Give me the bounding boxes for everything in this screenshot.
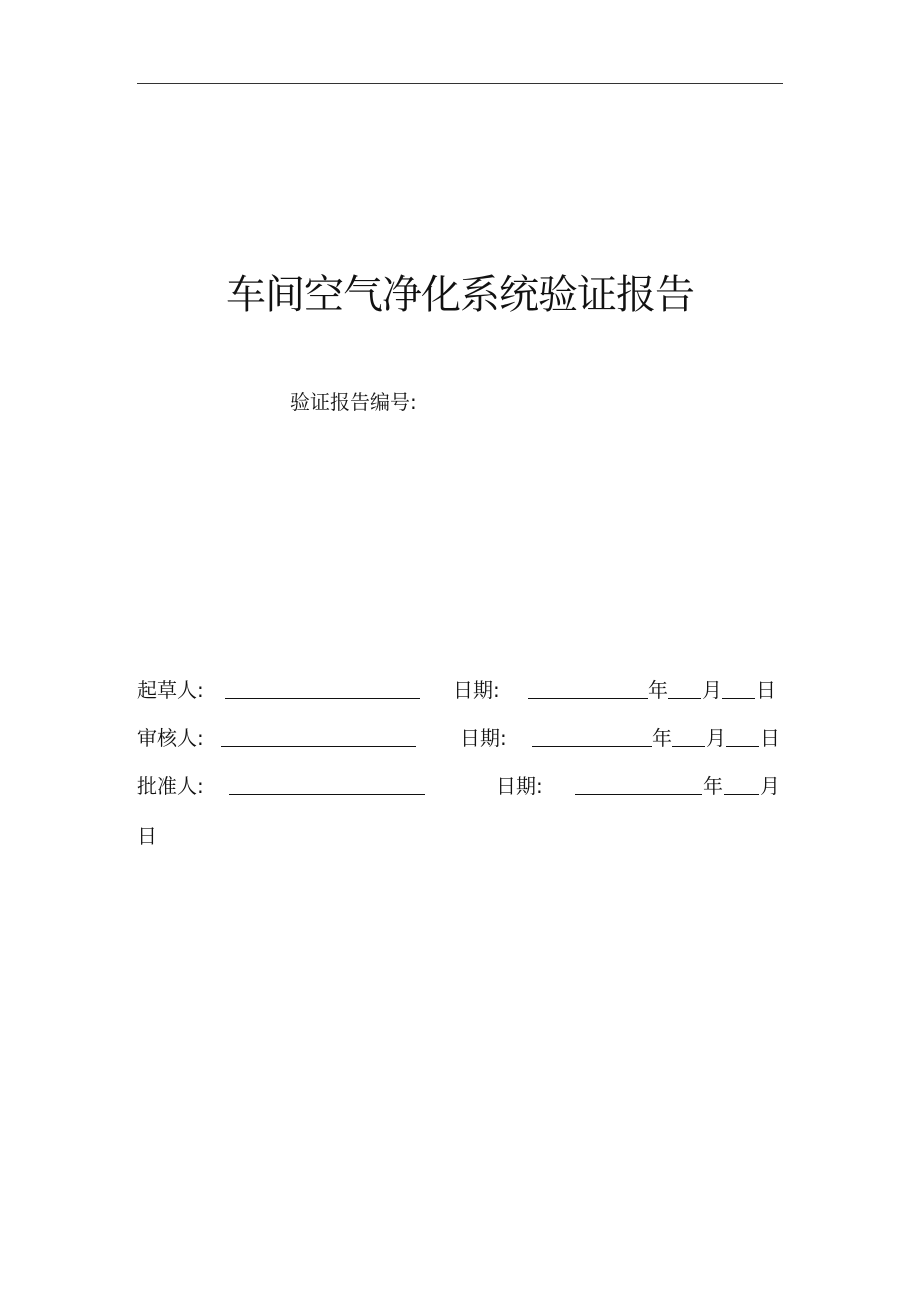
drafter-month-blank[interactable] xyxy=(668,698,701,699)
drafter-year-blank[interactable] xyxy=(528,698,648,699)
approver-year-label: 年 xyxy=(703,774,723,798)
reviewer-month-blank[interactable] xyxy=(672,746,705,747)
approver-label: 批准人: xyxy=(137,774,204,798)
approver-day-label: 日 xyxy=(137,824,157,848)
drafter-day-label: 日 xyxy=(756,678,776,702)
drafter-date-label: 日期: xyxy=(453,678,500,702)
reviewer-day-blank[interactable] xyxy=(726,746,759,747)
reviewer-date-label: 日期: xyxy=(460,726,507,750)
reviewer-signature-blank[interactable] xyxy=(221,746,416,747)
reviewer-day-label: 日 xyxy=(760,726,780,750)
approver-signature-blank[interactable] xyxy=(229,794,425,795)
drafter-year-label: 年 xyxy=(648,678,668,702)
header-rule xyxy=(137,83,783,84)
reviewer-year-label: 年 xyxy=(652,726,672,750)
report-number-label: 验证报告编号: xyxy=(290,390,417,414)
document-title: 车间空气净化系统验证报告 xyxy=(226,272,694,318)
reviewer-month-label: 月 xyxy=(706,726,726,750)
drafter-month-label: 月 xyxy=(702,678,722,702)
reviewer-label: 审核人: xyxy=(137,726,204,750)
approver-date-label: 日期: xyxy=(496,774,543,798)
drafter-signature-blank[interactable] xyxy=(225,698,420,699)
reviewer-year-blank[interactable] xyxy=(532,746,652,747)
drafter-label: 起草人: xyxy=(137,678,204,702)
approver-month-blank[interactable] xyxy=(724,794,759,795)
approver-month-label: 月 xyxy=(760,774,780,798)
approver-year-blank[interactable] xyxy=(575,794,702,795)
drafter-day-blank[interactable] xyxy=(722,698,755,699)
